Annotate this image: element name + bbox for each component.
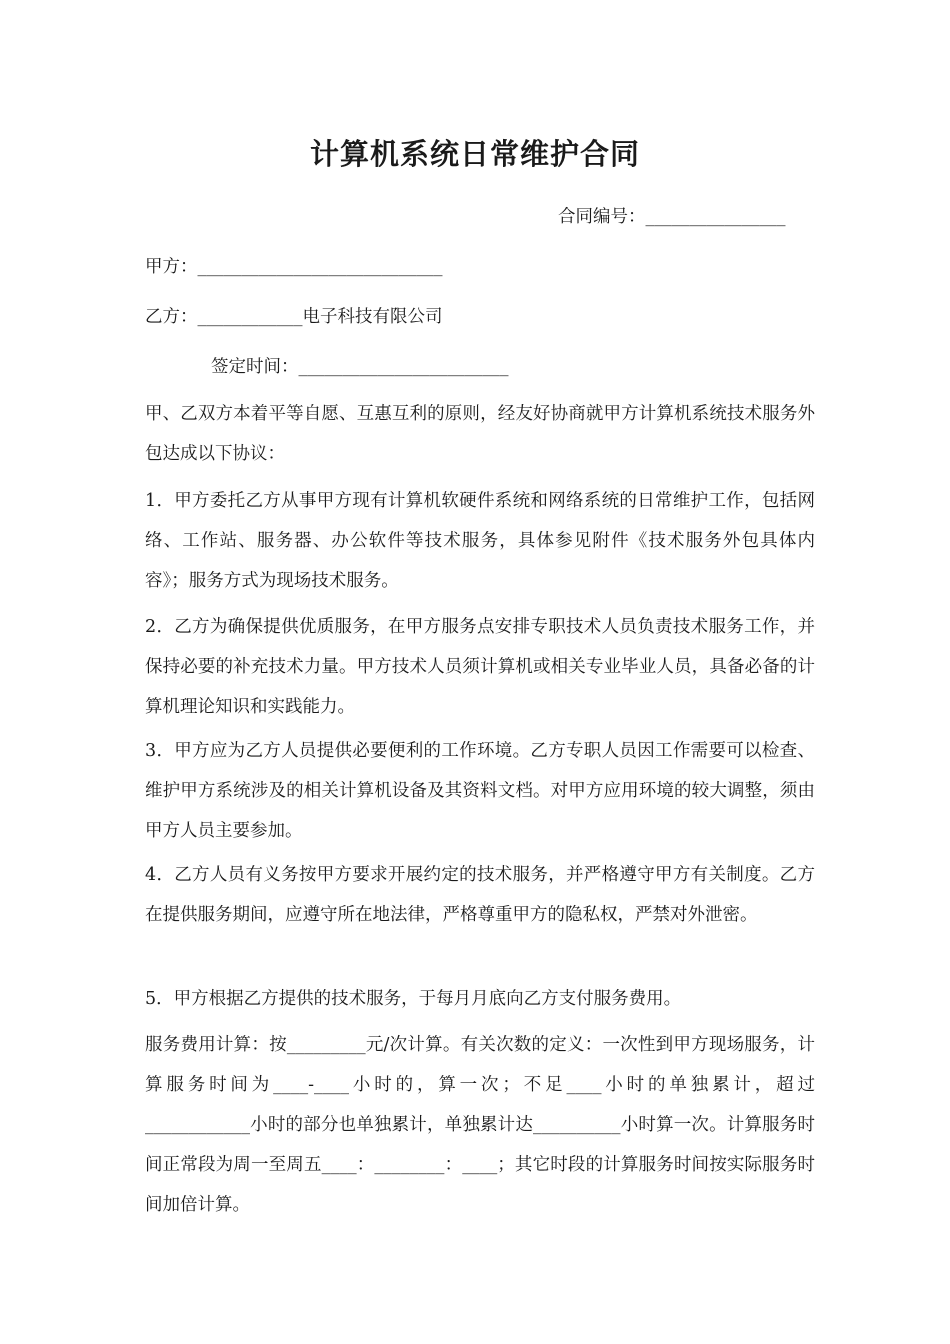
party-b-blank: ____________ — [197, 307, 303, 327]
clause-4-text: 4．乙方人员有义务按甲方要求开展约定的技术服务，并严格遵守甲方有关制度。乙方在提供服务期间，应遵守所在地法律，严格尊重甲方的隐私权，严禁对外泄密。 — [145, 865, 815, 925]
fee-text: 服务费用计算：按_________元/次计算。有关次数的定义：一次性到甲方现场服务，计算服务时间为____-____小时的，算一次；不足____小时的单独累计，超过____________小时的部分也单独累计，单独累计达__________小时算一次。计算服务时间正常段为周一至周五____：________：____；其它时段的计算服务时间按实际服务时间加倍计算。 — [145, 1035, 815, 1215]
party-b-line — [145, 306, 443, 328]
intro-paragraph — [145, 394, 815, 474]
party-a-blank: ____________________________ — [197, 257, 443, 277]
clause-5-text: 5．甲方根据乙方提供的技术服务，于每月月底向乙方支付服务费用。 — [145, 989, 682, 1009]
clause-2-text: 2．乙方为确保提供优质服务，在甲方服务点安排专职技术人员负责技术服务工作，并保持必要的补充技术力量。甲方技术人员须计算机或相关专业毕业人员，具备必备的计算机理论知识和实践能力。 — [145, 617, 815, 717]
clause-3 — [145, 731, 815, 851]
intro-text: 甲、乙双方本着平等自愿、互惠互利的原则，经友好协商就甲方计算机系统技术服务外包达成以下协议： — [145, 404, 815, 464]
party-a-line — [145, 256, 443, 278]
clause-5 — [145, 979, 815, 1019]
contract-number-line — [558, 206, 786, 228]
clause-1 — [145, 481, 815, 601]
party-a-label: 甲方： — [145, 257, 198, 277]
fee-paragraph — [145, 1025, 815, 1225]
clause-2 — [145, 607, 815, 727]
sign-date-line — [211, 356, 509, 378]
clause-1-text: 1．甲方委托乙方从事甲方现有计算机软硬件系统和网络系统的日常维护工作，包括网络、工作站、服务器、办公软件等技术服务，具体参见附件《技术服务外包具体内容》；服务方式为现场技术服务。 — [145, 491, 815, 591]
sign-date-label: 签定时间： — [211, 357, 299, 377]
party-b-label: 乙方： — [145, 307, 198, 327]
party-b-company: 电子科技有限公司 — [302, 307, 443, 327]
clause-3-text: 3．甲方应为乙方人员提供必要便利的工作环境。乙方专职人员因工作需要可以检查、维护甲方系统涉及的相关计算机设备及其资料文档。对甲方应用环境的较大调整，须由甲方人员主要参加。 — [145, 741, 815, 841]
sign-date-blank: ________________________ — [298, 357, 509, 377]
clause-4 — [145, 855, 815, 935]
document-title: 计算机系统日常维护合同 — [309, 137, 640, 171]
contract-number-label: 合同编号： — [558, 207, 646, 227]
contract-number-blank: ________________ — [645, 207, 786, 227]
